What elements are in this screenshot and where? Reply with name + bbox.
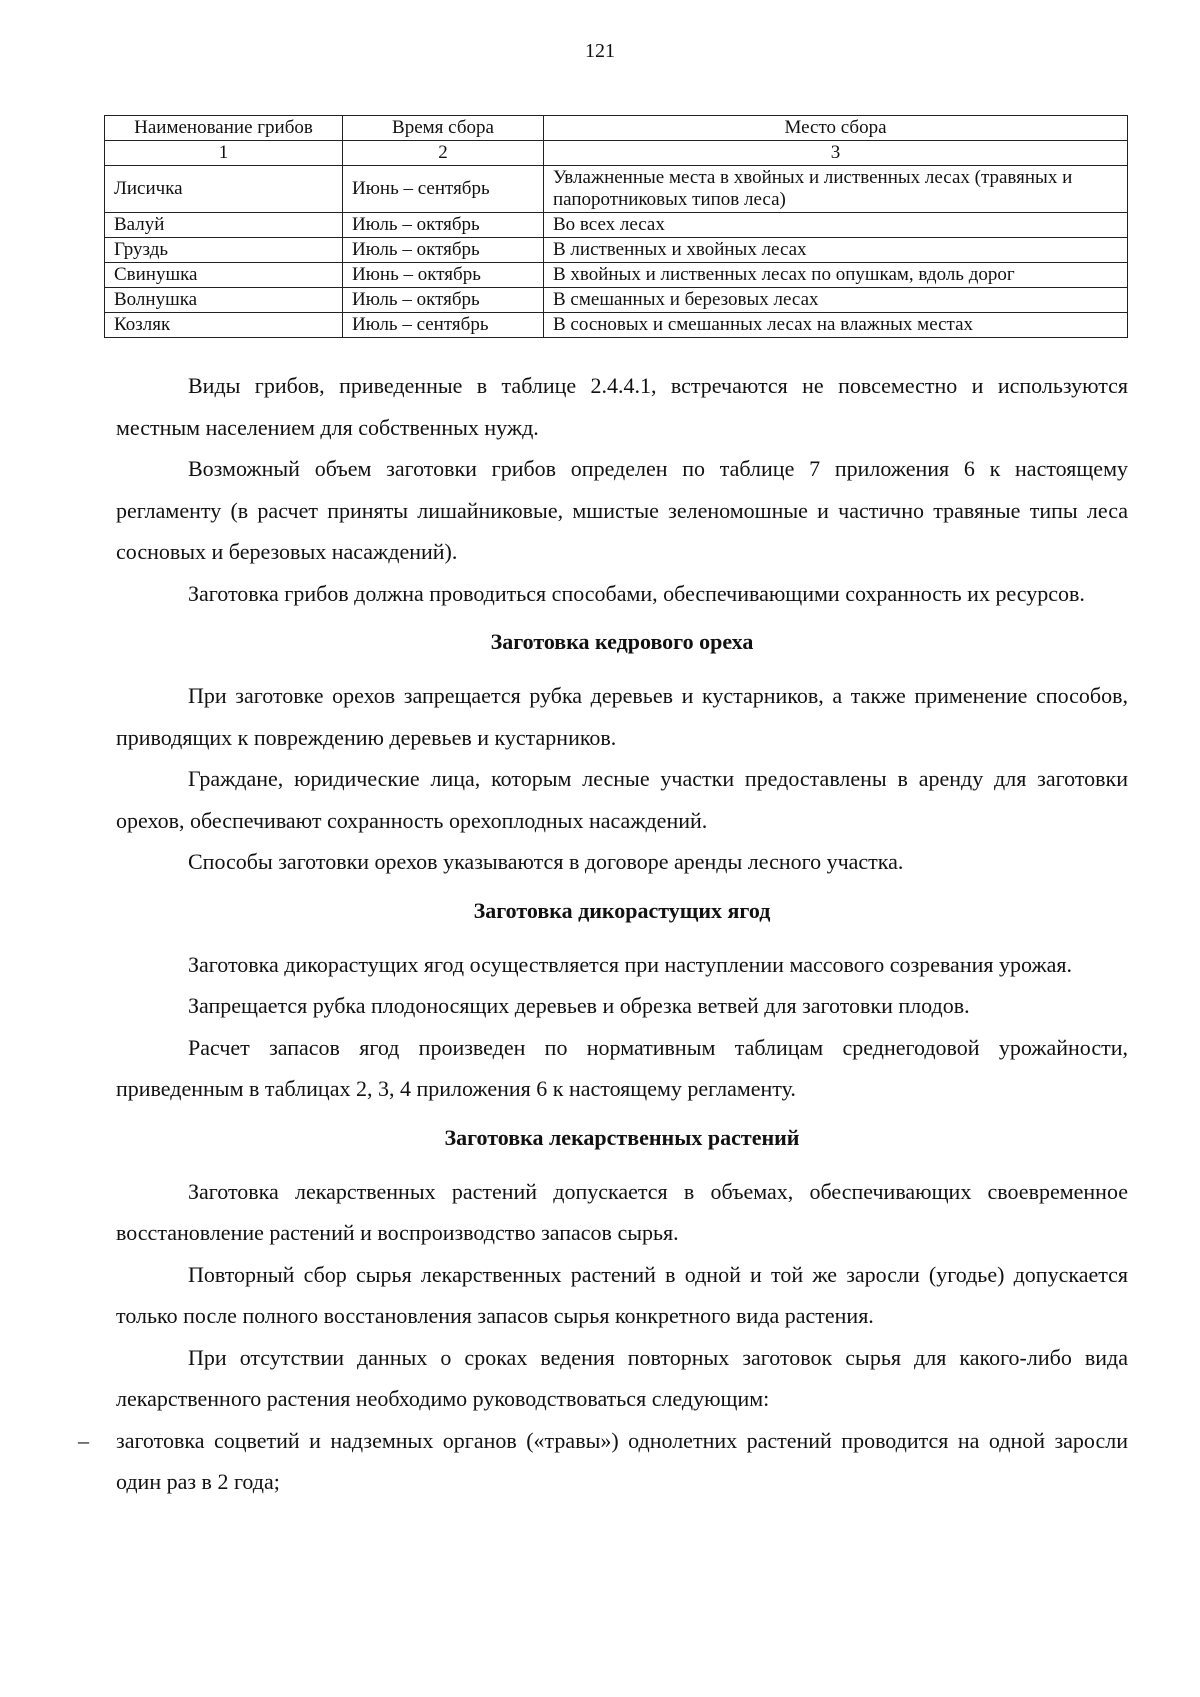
mushroom-name-cell: Козляк: [105, 313, 343, 338]
mushroom-name-cell: Груздь: [105, 238, 343, 263]
paragraph: Виды грибов, приведенные в таблице 2.4.4.1, встречаются не повсеместно и используются местным населением для собственных нужд.: [116, 373, 1128, 440]
collection-time-cell: Июль – октябрь: [343, 288, 544, 313]
collection-time-cell: Июнь – октябрь: [343, 263, 544, 288]
collection-place-cell: Увлажненные места в хвойных и лиственных лесах (травяных и папоротниковых типов леса): [544, 166, 1128, 213]
list-item-text: заготовка соцветий и надземных органов («травы») однолетних растений проводится на одной заросли один раз в 2 года;: [116, 1427, 1128, 1494]
mushroom-table: [104, 115, 1128, 338]
paragraph: При заготовке орехов запрещается рубка деревьев и кустарников, а также применение способов, приводящих к повреждению деревьев и кустарников.: [116, 683, 1128, 750]
paragraph: Граждане, юридические лица, которым лесные участки предоставлены в аренду для заготовки орехов, обеспечивают сохранность орехоплодных насаждений.: [116, 766, 1128, 833]
collection-place-cell: Во всех лесах: [544, 213, 1128, 238]
column-number-cell: 3: [544, 141, 1128, 166]
table-row: [105, 238, 1128, 263]
table-row: [105, 263, 1128, 288]
mushroom-name-cell: Валуй: [105, 213, 343, 238]
list-dash: –: [78, 1427, 89, 1453]
section-heading-nuts: Заготовка кедрового ореха: [490, 629, 754, 654]
table-row: [105, 166, 1128, 213]
paragraph: Запрещается рубка плодоносящих деревьев и обрезка ветвей для заготовки плодов.: [188, 993, 970, 1018]
section-heading-berries: Заготовка дикорастущих ягод: [473, 897, 771, 923]
paragraph: Возможный объем заготовки грибов определен по таблице 7 приложения 6 к настоящему регламенту (в расчет приняты лишайниковые, мшистые зеленомошные и частично травяные типы леса сосновых и березовых насаждений).: [116, 456, 1128, 564]
collection-time-cell: Июль – сентябрь: [343, 313, 544, 338]
paragraph: При отсутствии данных о сроках ведения повторных заготовок сырья для какого-либо вида лекарственного растения необходимо руководствоваться следующим:: [116, 1344, 1128, 1411]
table-header-cell: Место сбора: [544, 116, 1128, 141]
paragraph: Способы заготовки орехов указываются в договоре аренды лесного участка.: [188, 849, 904, 874]
table-row: [105, 313, 1128, 338]
collection-place-cell: В сосновых и смешанных лесах на влажных местах: [544, 313, 1128, 338]
table-header-cell: Наименование грибов: [105, 116, 343, 141]
mushroom-name-cell: Свинушка: [105, 263, 343, 288]
list-item: [78, 1420, 1128, 1503]
table-row: [105, 288, 1128, 313]
paragraph: Расчет запасов ягод произведен по нормативным таблицам среднегодовой урожайности, приведенным в таблицах 2, 3, 4 приложения 6 к настоящему регламенту.: [116, 1034, 1128, 1101]
table-header-row: [105, 116, 1128, 141]
table-header-cell: Время сбора: [343, 116, 544, 141]
mushroom-name-cell: Волнушка: [105, 288, 343, 313]
column-number-cell: 2: [343, 141, 544, 166]
paragraph: Заготовка лекарственных растений допускается в объемах, обеспечивающих своевременное восстановление растений и воспроизводство запасов сырья.: [116, 1178, 1128, 1245]
section-heading-herbs: Заготовка лекарственных растений: [444, 1124, 800, 1150]
document-body: [78, 365, 1128, 1503]
collection-time-cell: Июль – октябрь: [343, 213, 544, 238]
column-number-cell: 1: [105, 141, 343, 166]
paragraph: Заготовка дикорастущих ягод осуществляется при наступлении массового созревания урожая.: [188, 951, 1073, 977]
paragraph: Повторный сбор сырья лекарственных растений в одной и той же заросли (угодье) допускается только после полного восстановления запасов сырья конкретного вида растения.: [116, 1261, 1128, 1328]
mushroom-name-cell: Лисичка: [105, 166, 343, 213]
table-column-number-row: [105, 141, 1128, 166]
collection-time-cell: Июль – октябрь: [343, 238, 544, 263]
collection-place-cell: В лиственных и хвойных лесах: [544, 238, 1128, 263]
table-row: [105, 213, 1128, 238]
page-number: 121: [585, 40, 615, 62]
paragraph: Заготовка грибов должна проводиться способами, обеспечивающими сохранность их ресурсов.: [188, 580, 1085, 606]
collection-place-cell: В смешанных и березовых лесах: [544, 288, 1128, 313]
collection-place-cell: В хвойных и лиственных лесах по опушкам, вдоль дорог: [544, 263, 1128, 288]
collection-time-cell: Июнь – сентябрь: [343, 166, 544, 213]
